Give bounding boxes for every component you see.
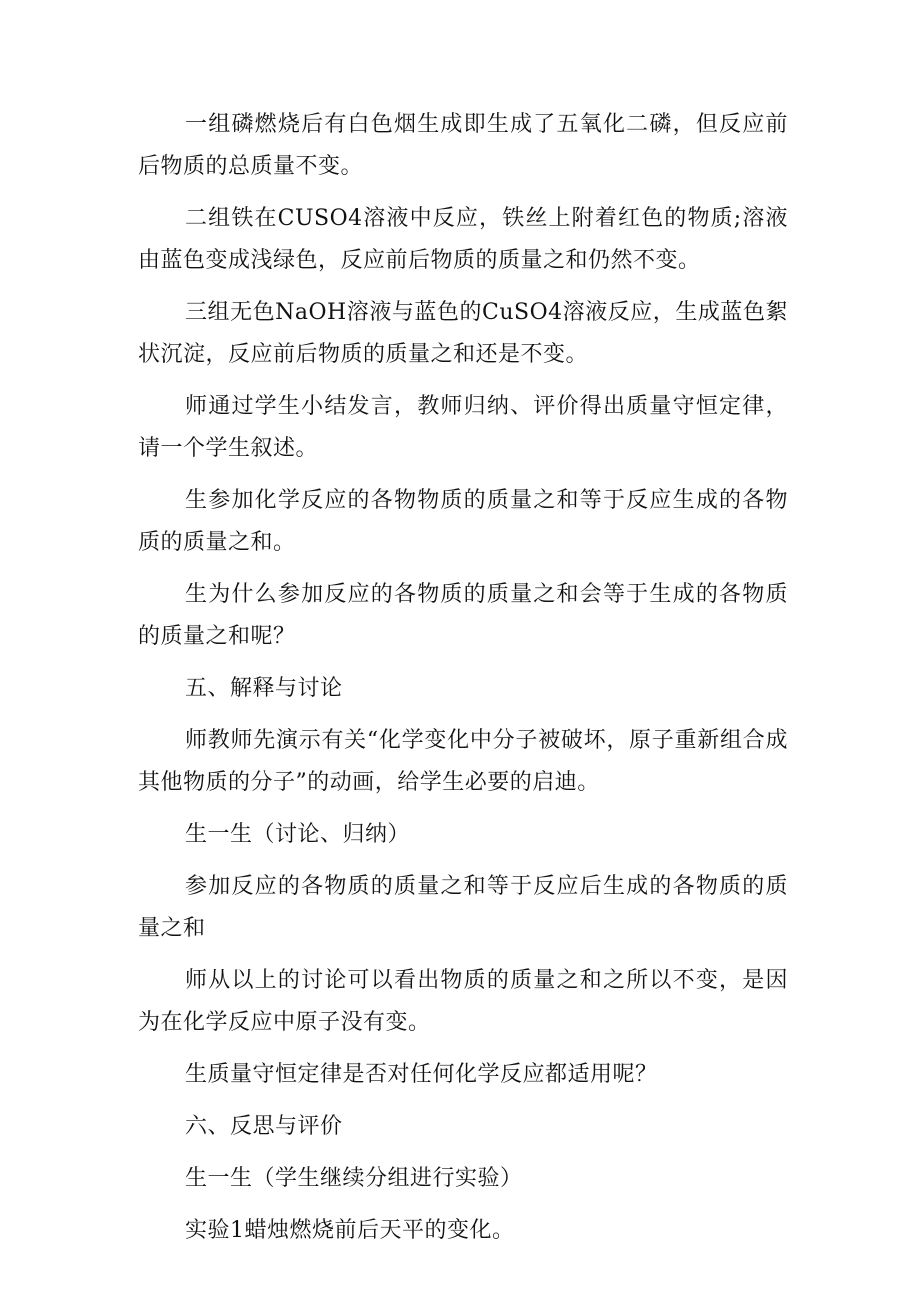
paragraph-group2-iron: 二组铁在CUSO4溶液中反应，铁丝上附着红色的物质;溶液由蓝色变成浅绿色，反应前后物质的质量之和仍然不变。 <box>138 206 788 273</box>
paragraph-student-question: 生为什么参加反应的各物质的质量之和会等于生成的各物质的质量之和呢？ <box>138 582 788 649</box>
paragraph-experiment-1: 实验1蜡烛燃烧前后天平的变化。 <box>185 1218 515 1243</box>
paragraph-student-applicability: 生质量守恒定律是否对任何化学反应都适用呢？ <box>185 1062 658 1087</box>
paragraph-student-experiment: 生一生（学生继续分组进行实验） <box>185 1166 523 1191</box>
paragraph-teacher-demo: 师教师先演示有关“化学变化中分子被破坏，原子重新组合成其他物质的分子”的动画，给学生必要的启迪。 <box>138 728 788 795</box>
paragraph-group1-phosphorus: 一组磷燃烧后有白色烟生成即生成了五氧化二磷，但反应前后物质的总质量不变。 <box>138 112 788 179</box>
section-heading-reflect-evaluate: 六、反思与评价 <box>185 1114 343 1139</box>
paragraph-teacher-atoms: 师从以上的讨论可以看出物质的质量之和之所以不变，是因为在化学反应中原子没有变。 <box>138 968 788 1035</box>
document-body <box>138 104 788 1262</box>
section-heading-explain-discuss: 五、解释与讨论 <box>185 676 343 701</box>
paragraph-teacher-summary: 师通过学生小结发言，教师归纳、评价得出质量守恒定律，请一个学生叙述。 <box>138 394 788 461</box>
paragraph-student-statement: 生参加化学反应的各物物质的质量之和等于反应生成的各物质的质量之和。 <box>138 488 788 555</box>
paragraph-student-discuss: 生一生（讨论、归纳） <box>185 822 411 847</box>
paragraph-conclusion: 参加反应的各物质的质量之和等于反应后生成的各物质的质量之和 <box>138 874 788 941</box>
paragraph-group3-naoh: 三组无色NaOH溶液与蓝色的CuSO4溶液反应，生成蓝色絮状沉淀，反应前后物质的质量之和还是不变。 <box>138 300 788 367</box>
